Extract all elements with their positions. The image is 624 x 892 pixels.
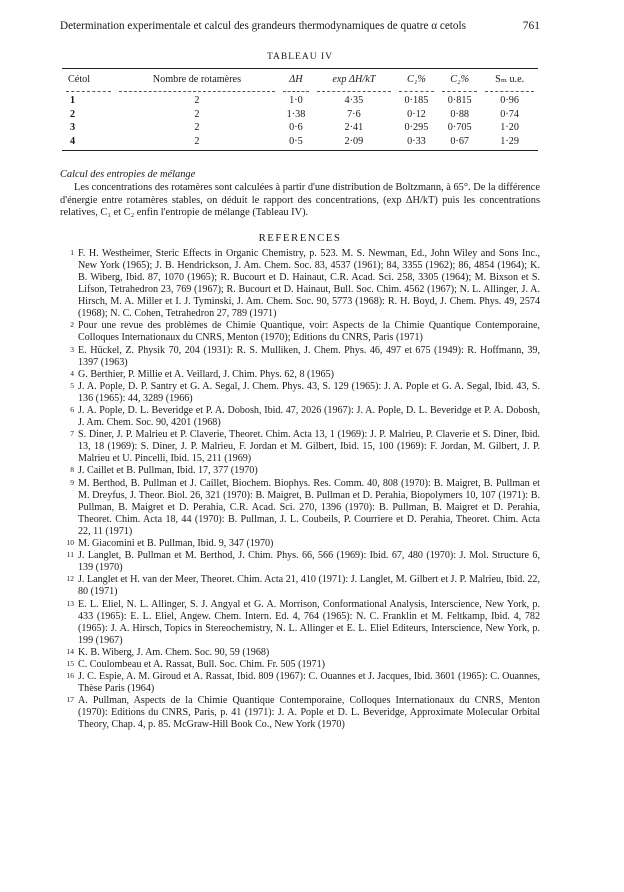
reference-item [60,538,540,550]
table-cell: 7·6 [347,108,361,120]
table-cell: 4·35 [344,95,364,107]
reference-number: 4 [70,368,74,378]
reference-number: 9 [70,477,74,487]
column-header: C₁% [395,69,438,90]
reference-text: E. L. Eliel, N. L. Allinger, S. J. Angyal et G. A. Morrison, Conformational Analysis, Interscience, New York, p. 433 (1965): E. L. Eliel, Angew. Chem. Intern. Ed. 4, 764 (1965): N. C. Franklin et M. Feltkamp, Ibid. 4, 782 (1965): J. A. Hirsch, Topics in Stereochemistry, N. L. Allinger et E. L. Eliel Editeurs, Interscience, New York, p. 199 (1967) [78,598,540,646]
reference-text: S. Diner, J. P. Malrieu et P. Claverie, Theoret. Chim. Acta 13, 1 (1969): J. P. Malrieu, P. Claverie et S. Diner, Ibid. 13, 18 (1969): S. Diner, J. P. Malrieu, F. Jordan et M. Gilbert, Ibid. 15, 100 (1969): F. Jordan, M. Gilbert, J. P. Malrieu et U. Pincelli, Ibid. 15, 211 (1969) [78,429,540,465]
table-cell: 0·33 [395,135,438,151]
journal-page [60,18,540,732]
reference-item [60,695,540,731]
table-row [62,121,538,135]
table-cell: 4 [62,135,115,151]
reference-item [60,465,540,477]
reference-item [60,429,540,465]
running-title: Determination experimentale et calcul des grandeurs thermodynamiques de quatre α cetols [60,20,466,32]
table-cell: 0·185 [404,95,429,107]
table-cell: 0·67 [438,135,481,151]
reference-text: M. Giacomini et B. Pullman, Ibid. 9, 347 (1970) [78,538,274,550]
reference-item [60,345,540,369]
reference-number: 7 [70,429,74,439]
reference-item [60,550,540,574]
reference-text: J. Langlet, B. Pullman et M. Berthod, J. Chim. Phys. 66, 566 (1969): Ibid. 67, 480 (1970): J. Mol. Structure 6, 139 (1970) [78,550,540,574]
reference-text: M. Berthod, B. Pullman et J. Caillet, Biochem. Biophys. Res. Comm. 40, 808 (1970): B. Maigret, B. Pullman et M. Dreyfus, J. Theor. Biol. 26, 321 (1970): B. Maigret, B. Pullman et D. Perahia, Biopolymers 10, 107 (1971): B. Pullman, B. Maigret et D. Perahia, C.R. Acad. Sci. 270, 1396 (1970): B. Pullman, B. Maigret et D. Perahia, Theoret. Chim. Acta 18, 44 (1970): B. Pullman, J. L. Coubeils, P. Courriere et D. Perahia, Theoret. Chim. Acta 22, 11 (1971) [78,477,540,537]
table-cell: 1 [70,95,76,107]
table-cell: 0·6 [289,122,303,134]
reference-number: 5 [70,380,74,390]
reference-text: Pour une revue des problèmes de Chimie Quantique, voir: Aspects de la Chimie Quantique Contemporaine, Colloques Internationaux du CNRS, Menton (1970); Editions du CNRS, Paris (1971) [78,320,540,344]
reference-number: 2 [70,320,74,330]
section-paragraph: Les concentrations des rotamères sont calculées à partir d'une distribution de Boltzmann, à 65°. De la différence d'énergie entre rotamères stables, on déduit le rapport des concentrations, (exp ΔH/kT) puis les concentrations relatives, C₁ et C₂ enfin l'entropie de mélange (Tableau IV). [60,182,540,219]
reference-text: A. Pullman, Aspects de la Chimie Quantique Contemporaine, Colloques Internationaux du CNRS, Menton (1970): Editions du CNRS, Paris, p. 41 (1971): J. A. Pople et D. L. Beveridge, Approximate Molecular Orbital Theory, Chap. 4, p. 85. McGraw-Hill Book Co., New York (1970) [78,695,540,731]
column-header: exp ΔH/kT [313,69,395,90]
reference-number: 6 [70,405,74,414]
column-header: Cétol [62,69,115,90]
section-title: Calcul des entropies de mélange [60,169,196,180]
reference-text: J. C. Espie, A. M. Giroud et A. Rassat, Ibid. 809 (1967): C. Ouannes et J. Jacques, Ibid. 3601 (1965): C. Ouannes, Thèse Paris (1964) [78,671,540,695]
table-cell: 2 [194,95,200,107]
reference-list [60,248,540,732]
reference-number: 3 [70,344,74,354]
reference-number: 13 [66,598,74,608]
reference-number: 8 [70,465,74,475]
table-row [62,108,538,122]
table-cell: 2 [194,108,200,120]
reference-number: 16 [66,671,74,681]
reference-number: 1 [70,247,74,257]
table-cell: 1·0 [289,95,303,107]
reference-text: J. A. Pople, D. P. Santry et G. A. Segal, J. Chem. Phys. 43, S. 129 (1965): J. A. Pople et G. A. Segal, Ibid. 43, S. 136 (1965): 44, 3289 (1966) [78,380,540,404]
table-caption: TABLEAU IV [267,52,333,62]
reference-item [60,574,540,598]
reference-text: F. H. Westheimer, Steric Effects in Organic Chemistry, p. 523. M. S. Newman, Ed., John Wiley and Sons Inc., New York (1965); J. B. Hendrickson, J. Am. Chem. Soc. 83, 4537 (1961); 84, 3355 (1962); 86, 4854 (1964); K. B. Wiberg, Ibid. 87, 1070 (1965); R. Bucourt et D. Hainaut, C.R. Acad. Sci. 258, 3305 (1964); M. Bixson et S. Lifson, Tetrahedron 23, 769 (1967); R. Bucourt et D. Hainaut, Bull. Soc. Chim. 4562 (1967); N. L. Allinger, J. A. Hirsch, M. A. Miller et I. J. Tyminski, J. Am. Chem. Soc. 90, 5773 (1968): R. H. Boyd, J. Chem. Phys. 49, 2574 (1968); N. C. Cohen, Tetrahedron 27, 789 (1971) [78,247,540,320]
reference-text: E. Hückel, Z. Physik 70, 204 (1931): R. S. Mulliken, J. Chem. Phys. 46, 497 et 675 (1949): R. Hoffmann, 39, 1397 (1963) [78,344,540,368]
table-cell: 0·88 [450,108,470,120]
table-cell: 2 [70,108,76,120]
reference-item [60,405,540,429]
table-cell: 0·295 [404,122,429,134]
reference-number: 12 [66,574,74,584]
reference-text: C. Coulombeau et A. Rassat, Bull. Soc. Chim. Fr. 505 (1971) [78,658,326,670]
data-table [62,68,538,151]
reference-text: J. A. Pople, D. L. Beveridge et P. A. Dobosh, Ibid. 47, 2026 (1967): J. A. Pople, D. L. Beveridge et P. A. Dobosh, J. Am. Chem. Soc. 90, 4201 (1968) [78,405,540,429]
references-heading: REFERENCES [258,231,342,244]
table-cell: 2 [194,122,200,134]
reference-text: K. B. Wiberg, J. Am. Chem. Soc. 90, 59 (1968) [78,646,270,658]
table-row [62,94,538,108]
table-cell: 0·74 [500,108,519,120]
table-cell: 0·96 [500,95,519,107]
reference-item [60,248,540,321]
table-cell: 2·09 [313,135,395,151]
table-cell: 1·20 [500,122,519,134]
running-head [60,18,540,34]
reference-item [60,647,540,659]
column-header: C₂% [438,69,481,90]
reference-number: 10 [66,538,74,548]
reference-item [60,478,540,538]
column-header: ΔH [279,69,313,90]
table-cell: 0·705 [447,122,472,134]
reference-item [60,369,540,381]
reference-number: 17 [66,695,74,705]
table-cell: 2 [115,135,279,151]
table-cell: 3 [70,122,76,134]
reference-text: G. Berthier, P. Millie et A. Veillard, J. Chim. Phys. 62, 8 (1965) [78,368,334,380]
reference-number: 11 [66,550,74,560]
table-cell: 1·29 [481,135,538,151]
page-number: 761 [522,20,540,32]
reference-text: J. Langlet et H. van der Meer, Theoret. Chim. Acta 21, 410 (1971): J. Langlet, M. Gilbert et J. P. Malrieu, Ibid. 22, 80 (1971) [78,574,540,598]
reference-item [60,671,540,695]
reference-item [60,599,540,647]
reference-item [60,659,540,671]
table-header-row [62,69,538,90]
table-cell: 1·38 [286,108,306,120]
table-cell: 0·12 [407,108,426,120]
reference-number: 14 [66,646,74,656]
table-cell: 0·5 [279,135,313,151]
column-header: Nombre de rotamères [115,69,279,90]
table-cell: 0·815 [447,95,472,107]
reference-text: J. Caillet et B. Pullman, Ibid. 17, 377 (1970) [78,465,258,477]
reference-item [60,320,540,344]
reference-item [60,381,540,405]
table-cell: 2·41 [344,122,364,134]
reference-number: 15 [66,658,74,668]
column-header: Sₘ u.e. [481,69,538,90]
table-row [62,135,538,151]
